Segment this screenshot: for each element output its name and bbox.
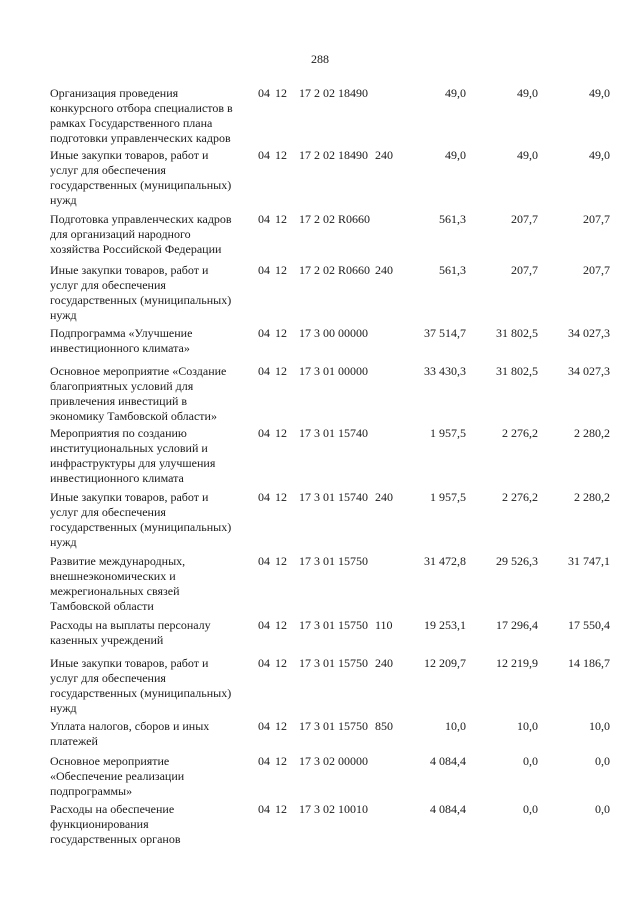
table-row (0, 148, 640, 208)
amount-year-1: 4 084,4 (430, 754, 466, 768)
target-article-code: 17 3 01 15750 (299, 554, 368, 568)
expense-type-code: 850 (375, 719, 393, 733)
amount-year-1: 10,0 (445, 719, 466, 733)
row-name (50, 148, 258, 208)
row-name-line: нужд (50, 193, 77, 207)
amount-year-2: 29 526,3 (496, 554, 538, 568)
row-name-line: услуг для обеспечения (50, 505, 166, 519)
row-name (50, 554, 258, 614)
subsection-code: 12 (275, 364, 287, 378)
row-name-line: «Обеспечение реализации (50, 769, 185, 783)
amount-year-1: 19 253,1 (424, 618, 466, 632)
section-code: 04 (258, 754, 270, 768)
amount-year-2: 12 219,9 (496, 656, 538, 670)
amount-year-3: 0,0 (595, 802, 610, 816)
row-name-line: инвестиционного климата» (50, 341, 190, 355)
subsection-code: 12 (275, 326, 287, 340)
row-name-line: государственных (муниципальных) (50, 520, 232, 534)
target-article-code: 17 3 01 15740 (299, 490, 368, 504)
row-name-line: подготовки управленческих кадров (50, 131, 231, 145)
row-name (50, 656, 258, 716)
amount-year-1: 561,3 (439, 212, 466, 226)
expense-type-code: 240 (375, 263, 393, 277)
section-code: 04 (258, 802, 270, 816)
row-name-line: межрегиональных связей (50, 584, 180, 598)
row-name-line: Подпрограмма «Улучшение (50, 326, 193, 340)
amount-year-2: 207,7 (511, 263, 538, 277)
subsection-code: 12 (275, 656, 287, 670)
section-code: 04 (258, 656, 270, 670)
row-name (50, 326, 258, 356)
amount-year-2: 17 296,4 (496, 618, 538, 632)
amount-year-2: 31 802,5 (496, 326, 538, 340)
subsection-code: 12 (275, 719, 287, 733)
amount-year-3: 2 280,2 (574, 426, 610, 440)
row-name-line: Иные закупки товаров, работ и (50, 263, 209, 277)
amount-year-3: 17 550,4 (568, 618, 610, 632)
row-name (50, 490, 258, 550)
row-name-line: инвестиционного климата (50, 471, 184, 485)
row-name-line: конкурсного отбора специалистов в (50, 101, 233, 115)
row-name (50, 86, 258, 146)
amount-year-3: 14 186,7 (568, 656, 610, 670)
table-row (0, 263, 640, 323)
table-row (0, 364, 640, 424)
subsection-code: 12 (275, 212, 287, 226)
amount-year-1: 37 514,7 (424, 326, 466, 340)
row-name-line: инфраструктуры для улучшения (50, 456, 216, 470)
target-article-code: 17 3 01 15750 (299, 719, 368, 733)
table-row (0, 656, 640, 716)
target-article-code: 17 3 02 10010 (299, 802, 368, 816)
expense-type-code: 240 (375, 148, 393, 162)
row-name-line: для организаций народного (50, 227, 191, 241)
row-name-line: экономику Тамбовской области» (50, 409, 217, 423)
table-row (0, 86, 640, 146)
table-row (0, 554, 640, 614)
row-name-line: услуг для обеспечения (50, 671, 166, 685)
row-name-line: Тамбовской области (50, 599, 154, 613)
target-article-code: 17 2 02 18490 (299, 86, 368, 100)
section-code: 04 (258, 86, 270, 100)
row-name-line: благоприятных условий для (50, 379, 194, 393)
table-row (0, 426, 640, 486)
row-name-line: Иные закупки товаров, работ и (50, 148, 209, 162)
amount-year-2: 31 802,5 (496, 364, 538, 378)
amount-year-2: 10,0 (517, 719, 538, 733)
section-code: 04 (258, 426, 270, 440)
amount-year-3: 2 280,2 (574, 490, 610, 504)
target-article-code: 17 2 02 18490 (299, 148, 368, 162)
row-name-line: услуг для обеспечения (50, 278, 166, 292)
subsection-code: 12 (275, 754, 287, 768)
row-name-line: подпрограммы» (50, 784, 133, 798)
target-article-code: 17 3 02 00000 (299, 754, 368, 768)
table-row (0, 754, 640, 799)
target-article-code: 17 3 01 15740 (299, 426, 368, 440)
amount-year-1: 49,0 (445, 148, 466, 162)
section-code: 04 (258, 364, 270, 378)
row-name-line: нужд (50, 308, 77, 322)
amount-year-2: 2 276,2 (502, 426, 538, 440)
table-row (0, 802, 640, 847)
row-name-line: государственных органов (50, 832, 181, 846)
amount-year-2: 49,0 (517, 148, 538, 162)
amount-year-3: 0,0 (595, 754, 610, 768)
amount-year-3: 49,0 (589, 148, 610, 162)
section-code: 04 (258, 326, 270, 340)
row-name-line: внешнеэкономических и (50, 569, 176, 583)
target-article-code: 17 3 01 15750 (299, 618, 368, 632)
amount-year-2: 49,0 (517, 86, 538, 100)
row-name (50, 364, 258, 424)
row-name (50, 212, 258, 257)
section-code: 04 (258, 263, 270, 277)
amount-year-2: 2 276,2 (502, 490, 538, 504)
row-name-line: Расходы на выплаты персоналу (50, 618, 211, 632)
row-name-line: Развитие международных, (50, 554, 186, 568)
subsection-code: 12 (275, 86, 287, 100)
row-name-line: привлечения инвестиций в (50, 394, 188, 408)
page-number: 288 (311, 52, 329, 66)
amount-year-2: 0,0 (523, 754, 538, 768)
row-name-line: Иные закупки товаров, работ и (50, 656, 209, 670)
table-row (0, 326, 640, 356)
subsection-code: 12 (275, 802, 287, 816)
row-name-line: государственных (муниципальных) (50, 686, 232, 700)
target-article-code: 17 3 01 00000 (299, 364, 368, 378)
row-name-line: Основное мероприятие (50, 754, 170, 768)
expense-type-code: 240 (375, 656, 393, 670)
subsection-code: 12 (275, 426, 287, 440)
section-code: 04 (258, 618, 270, 632)
subsection-code: 12 (275, 263, 287, 277)
row-name-line: государственных (муниципальных) (50, 293, 232, 307)
amount-year-1: 561,3 (439, 263, 466, 277)
row-name-line: услуг для обеспечения (50, 163, 166, 177)
row-name-line: нужд (50, 701, 77, 715)
section-code: 04 (258, 148, 270, 162)
row-name-line: хозяйства Российской Федерации (50, 242, 222, 256)
amount-year-1: 49,0 (445, 86, 466, 100)
target-article-code: 17 2 02 R0660 (299, 263, 371, 277)
expense-type-code: 240 (375, 490, 393, 504)
subsection-code: 12 (275, 490, 287, 504)
amount-year-1: 1 957,5 (430, 426, 466, 440)
row-name-line: государственных (муниципальных) (50, 178, 232, 192)
row-name-line: нужд (50, 535, 77, 549)
row-name-line: Иные закупки товаров, работ и (50, 490, 209, 504)
table-row (0, 490, 640, 550)
table-row (0, 618, 640, 648)
row-name-line: функционирования (50, 817, 149, 831)
amount-year-1: 4 084,4 (430, 802, 466, 816)
target-article-code: 17 3 00 00000 (299, 326, 368, 340)
row-name (50, 754, 258, 799)
amount-year-1: 1 957,5 (430, 490, 466, 504)
subsection-code: 12 (275, 618, 287, 632)
amount-year-3: 49,0 (589, 86, 610, 100)
row-name-line: Уплата налогов, сборов и иных (50, 719, 210, 733)
amount-year-3: 10,0 (589, 719, 610, 733)
amount-year-1: 12 209,7 (424, 656, 466, 670)
amount-year-1: 33 430,3 (424, 364, 466, 378)
row-name-line: рамках Государственного плана (50, 116, 213, 130)
row-name-line: казенных учреждений (50, 633, 164, 647)
row-name-line: Расходы на обеспечение (50, 802, 175, 816)
section-code: 04 (258, 719, 270, 733)
row-name-line: Подготовка управленческих кадров (50, 212, 232, 226)
row-name-line: институциональных условий и (50, 441, 208, 455)
amount-year-2: 207,7 (511, 212, 538, 226)
row-name (50, 263, 258, 323)
amount-year-3: 207,7 (583, 263, 610, 277)
target-article-code: 17 2 02 R0660 (299, 212, 371, 226)
amount-year-3: 31 747,1 (568, 554, 610, 568)
section-code: 04 (258, 490, 270, 504)
table-row (0, 212, 640, 257)
target-article-code: 17 3 01 15750 (299, 656, 368, 670)
amount-year-3: 207,7 (583, 212, 610, 226)
section-code: 04 (258, 212, 270, 226)
row-name (50, 719, 258, 749)
row-name-line: Организация проведения (50, 86, 179, 100)
row-name (50, 426, 258, 486)
section-code: 04 (258, 554, 270, 568)
amount-year-3: 34 027,3 (568, 326, 610, 340)
row-name (50, 802, 258, 847)
row-name (50, 618, 258, 648)
row-name-line: Основное мероприятие «Создание (50, 364, 227, 378)
expense-type-code: 110 (375, 618, 393, 632)
amount-year-3: 34 027,3 (568, 364, 610, 378)
amount-year-2: 0,0 (523, 802, 538, 816)
table-row (0, 719, 640, 749)
subsection-code: 12 (275, 554, 287, 568)
subsection-code: 12 (275, 148, 287, 162)
row-name-line: Мероприятия по созданию (50, 426, 187, 440)
row-name-line: платежей (50, 734, 98, 748)
amount-year-1: 31 472,8 (424, 554, 466, 568)
